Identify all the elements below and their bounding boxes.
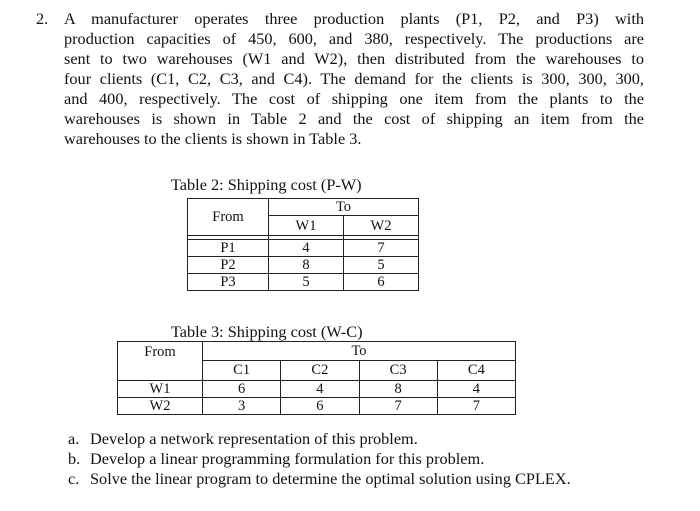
column-header: C1	[203, 360, 281, 380]
problem-line: sent to two warehouses (W1 and W2), then distributed from the warehouses to	[64, 49, 644, 68]
table3-caption: Table 3: Shipping cost (W-C)	[171, 322, 363, 341]
question-label: b.	[68, 449, 81, 468]
column-header: W2	[344, 216, 419, 236]
question-text: Solve the linear program to determine the optimal solution using CPLEX.	[90, 469, 571, 488]
question-b	[68, 449, 484, 469]
table-header-row	[118, 342, 516, 361]
table-cell: 8	[359, 381, 437, 398]
problem-line: warehouses is shown in Table 2 and the cost of shipping an item from the	[64, 109, 644, 128]
problem-line: four clients (C1, C2, C3, and C4). The demand for the clients is 300, 300, 300,	[64, 69, 644, 88]
table-cell: 6	[203, 381, 281, 398]
table-row	[188, 274, 419, 291]
question-c	[68, 469, 571, 489]
column-header: W1	[269, 216, 344, 236]
from-header: From	[118, 342, 203, 381]
row-label: P1	[188, 240, 269, 257]
table-cell: 5	[344, 257, 419, 274]
problem-line: warehouses to the clients is shown in Table 3.	[64, 129, 362, 148]
table-header-row	[188, 199, 419, 216]
table2-caption: Table 2: Shipping cost (P-W)	[171, 175, 362, 194]
row-label: W2	[118, 398, 203, 415]
question-a	[68, 429, 418, 449]
table-row	[118, 398, 516, 415]
table-cell: 4	[437, 381, 515, 398]
row-label: P3	[188, 274, 269, 291]
table-cell: 4	[269, 240, 344, 257]
table-cell: 7	[359, 398, 437, 415]
question-label: a.	[68, 429, 80, 448]
table-cell: 6	[281, 398, 359, 415]
column-header: C3	[359, 360, 437, 380]
table-cell: 5	[269, 274, 344, 291]
problem-line: production capacities of 450, 600, and 380, respectively. The productions are	[64, 29, 644, 48]
table-cell: 8	[269, 257, 344, 274]
row-label: W1	[118, 381, 203, 398]
problem-line: A manufacturer operates three production plants (P1, P2, and P3) with	[64, 9, 644, 28]
table2-shipping-cost-pw	[187, 198, 419, 291]
problem-number: 2.	[36, 9, 49, 28]
table-cell: 6	[344, 274, 419, 291]
column-header: C2	[281, 360, 359, 380]
from-header: From	[188, 199, 269, 236]
table-cell: 7	[344, 240, 419, 257]
table-row	[188, 257, 419, 274]
column-header: C4	[437, 360, 515, 380]
row-label: P2	[188, 257, 269, 274]
problem-line: and 400, respectively. The cost of shipping one item from the plants to the	[64, 89, 644, 108]
table3-shipping-cost-wc	[117, 341, 516, 415]
table-cell: 3	[203, 398, 281, 415]
problem-text	[64, 9, 644, 149]
table-row	[188, 240, 419, 257]
question-label: c.	[68, 469, 80, 488]
table-cell: 7	[437, 398, 515, 415]
to-header: To	[203, 342, 516, 361]
table-row	[118, 381, 516, 398]
question-text: Develop a network representation of this problem.	[90, 429, 418, 448]
table-cell: 4	[281, 381, 359, 398]
question-text: Develop a linear programming formulation for this problem.	[90, 449, 485, 468]
to-header: To	[269, 199, 419, 216]
